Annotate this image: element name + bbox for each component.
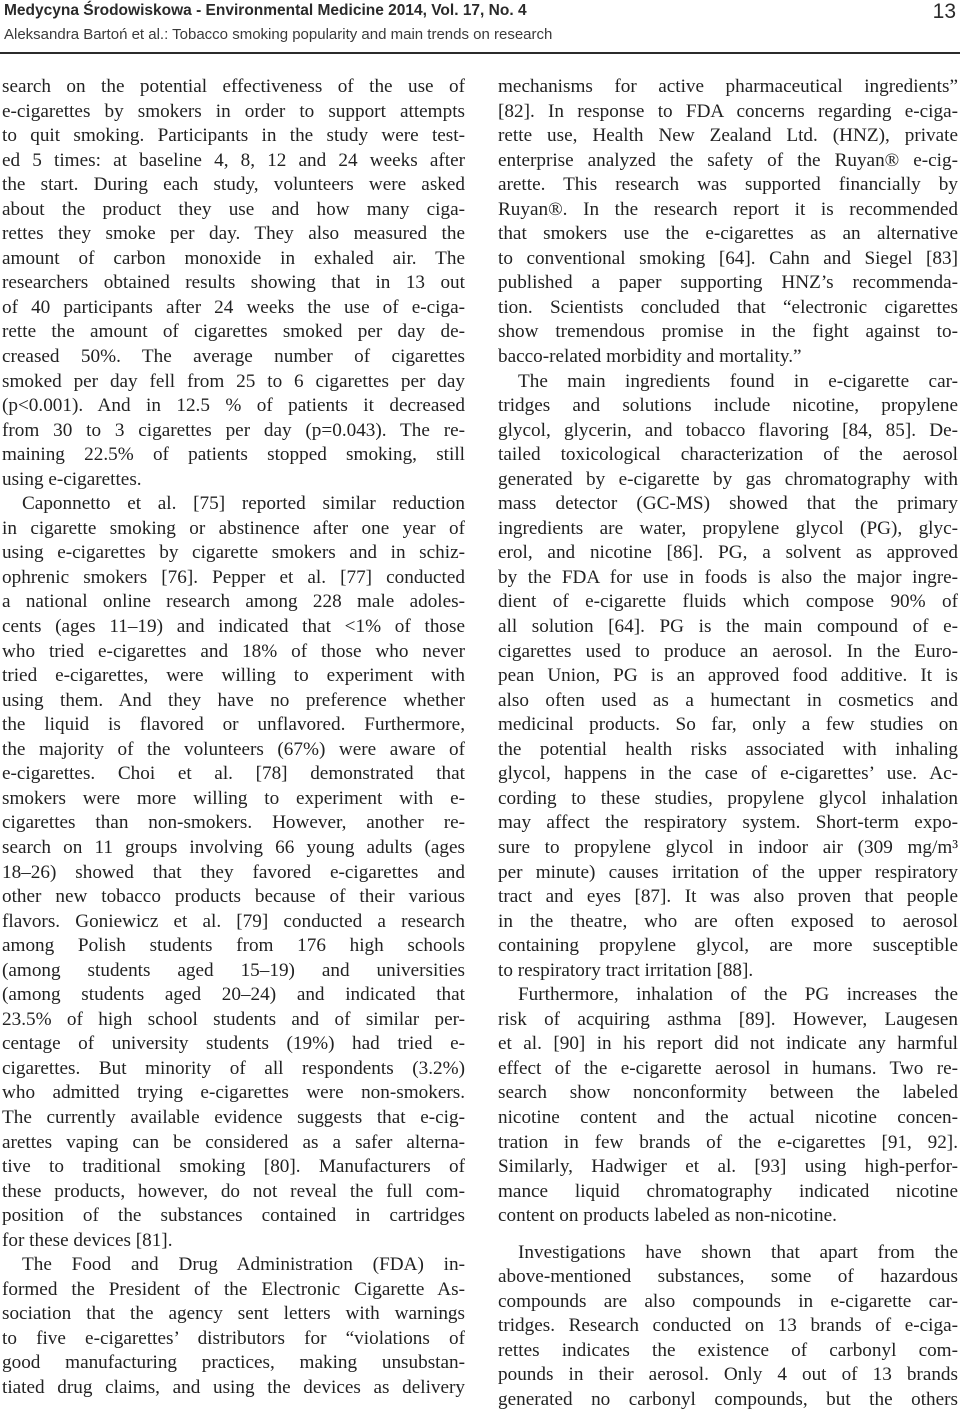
text-line: from 30 to 3 cigarettes per day (p=0.043). The re- (2, 419, 465, 441)
text-line: risk of acquiring asthma [89]. However, Laugesen (498, 1008, 958, 1030)
text-line: generated no carbonyl compounds, but the others (498, 1388, 958, 1410)
text-line: (among students aged 20–24) and indicated that (2, 984, 465, 1006)
text-line: glycol, glycerin, and tobacco flavoring [84, 85]. De- (498, 419, 958, 441)
text-line: search on the potential effectiveness of the use of (2, 76, 465, 97)
text-line: to respiratory tract irritation [88]. (498, 959, 754, 981)
text-line: (among students aged 15–19) and universities (2, 959, 465, 981)
text-line: centage of university students (19%) had tried e- (2, 1033, 465, 1055)
text-line: rette the amount of cigarettes smoked per day de- (2, 321, 465, 343)
text-line: may affect the respiratory system. Short-term expo- (498, 812, 958, 834)
text-line: 18–26) showed that they favored e-cigarettes and (2, 861, 465, 883)
text-line: to conventional smoking [64]. Cahn and Siegel [83] (498, 247, 958, 269)
text-line: tration in few brands of the e-cigarettes [91, 92]. (498, 1131, 958, 1153)
text-line: to quit smoking. Participants in the study were test- (2, 125, 465, 147)
text-line: tiated drug claims, and using the devices as delivery (2, 1376, 465, 1398)
text-line: (p<0.001). And in 12.5 % of patients it decreased (2, 395, 465, 417)
text-line: flavors. Goniewicz et al. [79] conducted a research (2, 910, 465, 932)
text-line: Similarly, Hadwiger et al. [93] using high-perfor- (498, 1156, 958, 1178)
text-line: containing propylene glycol, are more susceptible (498, 935, 958, 957)
text-line: arette. This research was supported financially by (498, 174, 958, 196)
text-line: using e-cigarettes by cigarette smokers and in schiz- (2, 542, 465, 564)
text-line: search show nonconformity between the labeled (498, 1082, 958, 1104)
text-line: per minute) causes irritation of the upper respiratory (498, 861, 958, 883)
text-line: smokers were more willing to experiment with e- (2, 787, 465, 809)
text-line: Ruyan®. In the research report it is recommended (498, 198, 958, 220)
text-line: dient of e-cigarette fluids which compose 90% of (498, 591, 958, 613)
text-line: Caponnetto et al. [75] reported similar reduction (22, 493, 465, 515)
text-line: arettes vaping can be considered as a safer alterna- (2, 1131, 465, 1153)
text-line: smoked per day fell from 25 to 6 cigarettes per day (2, 370, 465, 392)
text-line: all solution [64]. PG is the main compound of e- (498, 616, 958, 638)
text-line: mechanisms for active pharmaceutical ingredients” (498, 76, 958, 97)
text-line: the majority of the volunteers (67%) were aware of (2, 738, 465, 760)
text-line: published a paper supporting HNZ’s recommenda- (498, 272, 958, 294)
journal-title: Medycyna Środowiskowa - Environmental Medicine 2014, Vol. 17, No. 4 (4, 2, 527, 19)
text-line: ophrenic smokers [76]. Pepper et al. [77] conducted (2, 566, 465, 588)
text-line: 23.5% of high school students and of similar per- (2, 1008, 465, 1030)
text-line: mance liquid chromatography indicated nicotine (498, 1180, 958, 1202)
text-line: mass detector (GC-MS) showed that the primary (498, 493, 958, 515)
text-line: ed 5 times: at baseline 4, 8, 12 and 24 weeks after (2, 149, 465, 171)
text-line: in cigarette smoking or abstinence after one year of (2, 517, 465, 539)
text-line: The main ingredients found in e-cigarette car- (518, 370, 958, 392)
text-line: tried e-cigarettes, were willing to experiment with (2, 665, 465, 687)
text-line: et al. [90] in his report did not indicate any harmful (498, 1033, 958, 1055)
text-line: cigarettes used to produce an aerosol. In the Euro- (498, 640, 958, 662)
text-line: about the product they use and how many ciga- (2, 198, 465, 220)
text-line: researchers obtained results showing that in 13 out (2, 272, 465, 294)
text-line: tridges and solutions include nicotine, propylene (498, 395, 958, 417)
text-line: Investigations have shown that apart from the (518, 1241, 958, 1263)
text-line: who admitted trying e-cigarettes were non-smokers. (2, 1082, 465, 1104)
text-line: who tried e-cigarettes and 18% of those who never (2, 640, 465, 662)
text-line: position of the substances contained in cartridges (2, 1205, 465, 1227)
page-header (0, 0, 960, 60)
text-line: e-cigarettes. Choi et al. [78] demonstrated that (2, 763, 465, 785)
text-line: above-mentioned substances, some of hazardous (498, 1266, 958, 1288)
text-line: using e-cigarettes. (2, 468, 142, 490)
text-line: rettes indicates the existence of carbonyl com- (498, 1339, 958, 1361)
text-line: also often used as a humectant in cosmetics and (498, 689, 958, 711)
text-line: search on 11 groups involving 66 young adults (ages (2, 836, 465, 858)
text-line: effect of the e-cigarette aerosol in humans. Two re- (498, 1057, 958, 1079)
text-line: of 40 participants after 24 weeks the use of e-ciga- (2, 296, 465, 318)
text-line: The currently available evidence suggests that e-cig- (2, 1106, 465, 1128)
text-line: in the theatre, who are often exposed to aerosol (498, 910, 958, 932)
text-line: medicinal products. So far, only a few studies on (498, 714, 958, 736)
text-line: cents (ages 11–19) and indicated that <1% of those (2, 616, 465, 638)
text-line: other new tobacco products because of their various (2, 886, 465, 908)
text-line: rettes they smoke per day. They also measured the (2, 223, 465, 245)
text-line: pean Union, PG is an approved food additive. It is (498, 665, 958, 687)
text-line: good manufacturing practices, making unsubstan- (2, 1352, 465, 1374)
text-line: cigarettes than non-smokers. However, another re- (2, 812, 465, 834)
text-line: erol, and nicotine [86]. PG, a solvent as approved (498, 542, 958, 564)
text-line: rette use, Health New Zealand Ltd. (HNZ), private (498, 125, 958, 147)
text-line: show tremendous promise in the fight against to- (498, 321, 958, 343)
text-line: for these devices [81]. (2, 1229, 173, 1251)
header-rule (0, 52, 960, 54)
text-line: the liquid is flavored or unflavored. Furthermore, (2, 714, 465, 736)
text-line: amount of carbon monoxide in exhaled air. The (2, 247, 465, 269)
text-line: tailed toxicological characterization of the aerosol (498, 444, 958, 466)
text-line: the potential health risks associated with inhaling (498, 738, 958, 760)
text-line: formed the President of the Electronic Cigarette As- (2, 1278, 465, 1300)
text-line: cording to these studies, propylene glycol inhalation (498, 787, 958, 809)
text-line: a national online research among 228 male adoles- (2, 591, 465, 613)
text-line: tive to traditional smoking [80]. Manufacturers of (2, 1156, 465, 1178)
page-number: 13 (932, 0, 956, 23)
text-line: enterprise analyzed the safety of the Ruyan® e-cig- (498, 149, 958, 171)
text-line: creased 50%. The average number of cigarettes (2, 346, 465, 368)
text-line: glycol, happens in the case of e-cigarettes’ use. Ac- (498, 763, 958, 785)
text-line: compounds are also compounds in e-cigarette car- (498, 1290, 958, 1312)
text-line: that smokers use the e-cigarettes as an alternative (498, 223, 958, 245)
text-line: cigarettes. But minority of all respondents (3.2%) (2, 1057, 465, 1079)
text-line: to five e-cigarettes’ distributors for “violations of (2, 1327, 465, 1349)
left-column (2, 75, 465, 1401)
text-line: maining 22.5% of patients stopped smoking, still (2, 444, 465, 466)
text-line: tridges. Research conducted on 13 brands of e-ciga- (498, 1315, 958, 1337)
text-line: ingredients are water, propylene glycol (PG), glyc- (498, 517, 958, 539)
text-line: sure to propylene glycol in indoor air (309 mg/m³ (498, 836, 958, 858)
text-line: e-cigarettes by smokers in order to support attempts (2, 100, 465, 122)
text-line: bacco-related morbidity and mortality.” (498, 346, 802, 368)
text-line: generated by e-cigarette by gas chromatography with (498, 468, 958, 490)
text-line: nicotine content and the actual nicotine concen- (498, 1106, 958, 1128)
text-line: sociation that the agency sent letters with warnings (2, 1303, 465, 1325)
text-line: by the FDA for use in foods is also the major ingre- (498, 566, 958, 588)
text-line: Furthermore, inhalation of the PG increases the (518, 984, 958, 1006)
right-column (498, 75, 958, 1413)
text-line: these products, however, do not reveal the full com- (2, 1180, 465, 1202)
text-line: content on products labeled as non-nicotine. (498, 1205, 837, 1227)
text-line: The Food and Drug Administration (FDA) in- (22, 1254, 465, 1276)
text-line: [82]. In response to FDA concerns regarding e-ciga- (498, 100, 958, 122)
running-title: Aleksandra Bartoń et al.: Tobacco smoking popularity and main trends on research (4, 26, 553, 43)
text-line: pounds in their aerosol. Only 4 out of 13 brands (498, 1364, 958, 1386)
text-line: tract and eyes [87]. It was also proven that people (498, 886, 958, 908)
text-line: tion. Scientists concluded that “electronic cigarettes (498, 296, 958, 318)
text-line: the start. During each study, volunteers were asked (2, 174, 465, 196)
text-line: among Polish students from 176 high schools (2, 935, 465, 957)
text-line: using them. And they have no preference whether (2, 689, 465, 711)
